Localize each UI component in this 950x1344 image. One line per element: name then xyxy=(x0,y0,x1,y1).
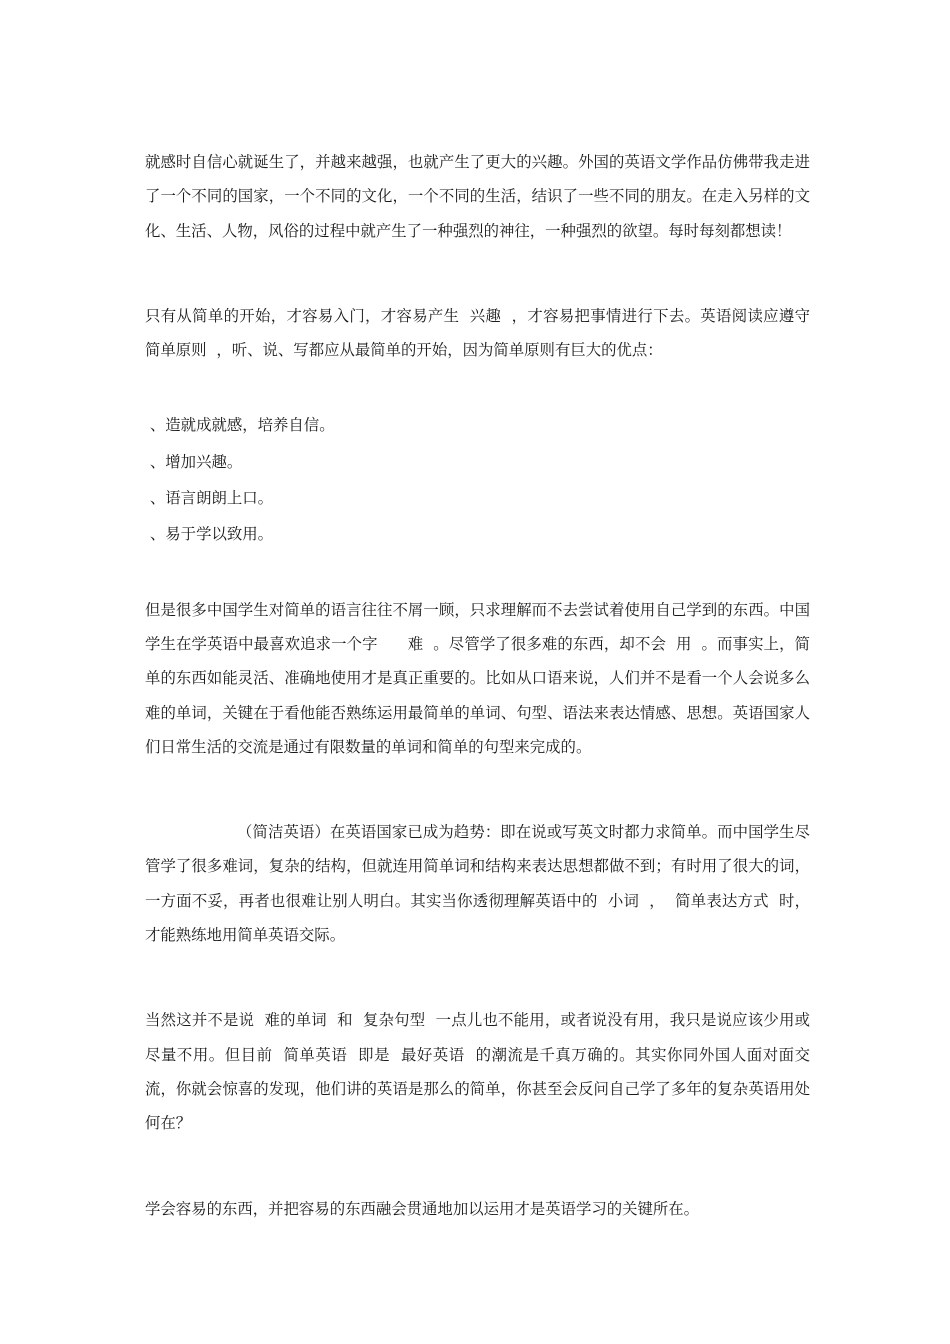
paragraph-4: （简洁英语）在英语国家已成为趋势：即在说或写英文时都力求简单。而中国学生尽管学了很多难词，复杂的结构，但就连用简单词和结构来表达思想都做不到；有时用了很大的词，一方面不妥，再者也很难让别人明白。其实当你透彻理解英语中的 小词 ， 简单表达方式 时，才能熟练地用简单英语交际。 xyxy=(145,823,810,945)
spacer xyxy=(145,367,810,407)
list-item: 、易于学以致用。 xyxy=(145,525,274,544)
spacer xyxy=(145,1141,810,1192)
list-item: 、语言朗朗上口。 xyxy=(145,489,274,508)
advantages-list xyxy=(145,407,810,552)
list-item: 、增加兴趣。 xyxy=(145,452,243,471)
document-page xyxy=(145,145,820,1226)
paragraph-6: 学会容易的东西，并把容易的东西融会贯通地加以运用才是英语学习的关键所在。 xyxy=(145,1199,700,1218)
spacer xyxy=(145,248,810,299)
list-item: 、造就成就感，培养自信。 xyxy=(145,416,335,435)
spacer xyxy=(145,952,810,1003)
paragraph-3: 但是很多中国学生对简单的语言往往不屑一顾，只求理解而不去尝试着使用自己学到的东西。中国学生在学英语中最喜欢追求一个字 难 。尽管学了很多难的东西，却不会 用 。而事实上，简单的东西如能灵活、准确地使用才是真正重要的。比如从口语来说，人们并不是看一个人会说多么难的单词，关键在于看他能否熟练运用最简单的单词、句型、语法来表达情感、思想。英语国家人们日常生活的交流是通过有限数量的单词和简单的句型来完成的。 xyxy=(145,600,810,756)
paragraph-2: 只有从简单的开始，才容易入门，才容易产生 兴趣 ，才容易把事情进行下去。英语阅读应遵守 简单原则 ，听、说、写都应从最简单的开始，因为简单原则有巨大的优点： xyxy=(145,306,820,360)
paragraph-5: 当然这并不是说 难的单词 和 复杂句型 一点儿也不能用，或者说没有用，我只是说应该少用或尽量不用。但目前 简单英语 即是 最好英语 的潮流是千真万确的。其实你同外国人面对面交流，你就会惊喜的发现，他们讲的英语是那么的简单，你甚至会反问自己学了多年的复杂英语用处何在？ xyxy=(145,1011,810,1133)
paragraph-1: 就感时自信心就诞生了，并越来越强，也就产生了更大的兴趣。外国的英语文学作品仿佛带我走进了一个不同的国家，一个不同的文化，一个不同的生活，结识了一些不同的朋友。在走入另样的文化、生活、人物，风俗的过程中就产生了一种强烈的神往，一种强烈的欲望。每时每刻都想读！ xyxy=(145,153,810,240)
spacer xyxy=(145,553,810,593)
spacer xyxy=(145,764,810,815)
